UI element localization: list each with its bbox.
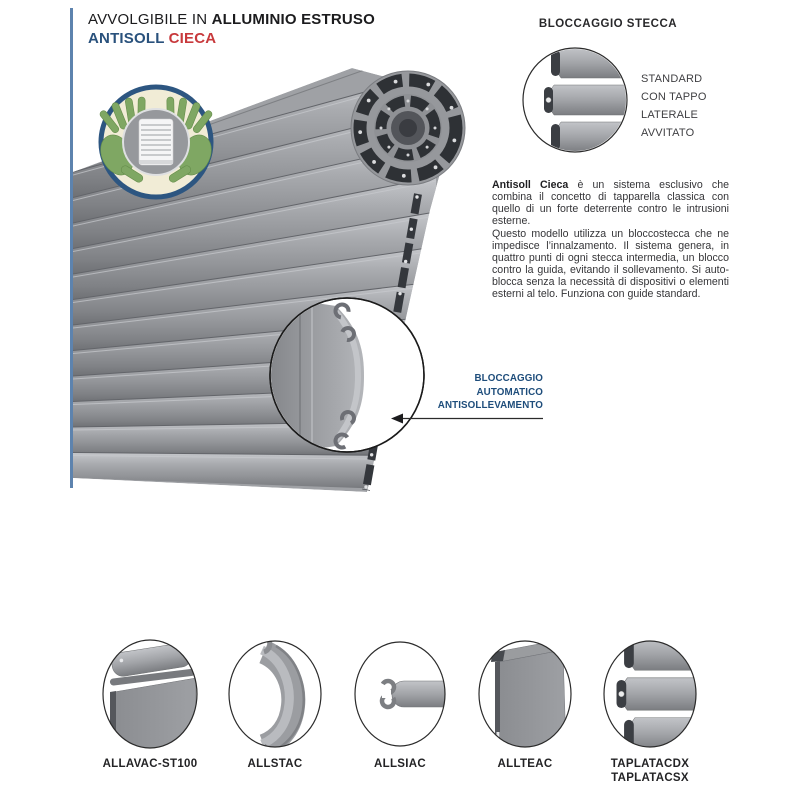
callout-line: BLOCCAGGIO (474, 373, 543, 384)
caption-line: AVVITATO (641, 127, 695, 139)
slat-lock-heading: BLOCCAGGIO STECCA (538, 18, 678, 30)
slat-lock-caption (641, 70, 707, 142)
slat-lock-detail-icon (523, 48, 637, 152)
profile-label-taplatac: TAPLATACDX TAPLATACSX (610, 758, 690, 784)
profile-figure-allavac (103, 640, 197, 752)
caption-line: LATERALE (641, 109, 699, 121)
shutter-roll (351, 71, 465, 185)
profile-label-allavac: ALLAVAC-ST100 (102, 758, 198, 770)
callout-arrow (391, 414, 543, 424)
profile-figure-allsiac (355, 642, 454, 746)
profile-label-allteac: ALLTEAC (497, 758, 553, 770)
mini-shutter (139, 119, 173, 165)
profile-figure-taplatac (604, 638, 717, 750)
page-header (88, 10, 375, 48)
left-accent-bar (70, 8, 73, 488)
product-description (492, 179, 729, 301)
profile-figure-allteac (479, 640, 571, 748)
callout-line: AUTOMATICO (476, 386, 543, 398)
profile-label-allstac: ALLSTAC (247, 758, 303, 770)
page-subtitle (88, 29, 375, 48)
title-regular: AVVOLGIBILE IN (88, 11, 212, 28)
description-paragraph-1: Antisoll Cieca è un sistema esclusivo che combina il concetto di tapparella classica con quello di un forte deterrente contro le intrusioni esterne. (492, 179, 729, 228)
page-title (88, 10, 375, 29)
caption-line: CON TAPPO (641, 91, 707, 103)
title-bold: ALLUMINIO ESTRUSO (211, 11, 376, 28)
caption-line: STANDARD (641, 73, 703, 85)
description-lead: Antisoll Cieca (492, 179, 569, 191)
callout-line: ANTISOLLEVAMENTO (437, 400, 543, 412)
subtitle-product: ANTISOLL (88, 30, 165, 47)
subtitle-variant: CIECA (168, 30, 217, 47)
anti-lift-callout-label (403, 372, 543, 413)
profile-figure-allstac (229, 636, 321, 760)
description-paragraph-2: Questo modello utilizza un bloccostecca che ne impedisce l’innalzamento. Il sistema genera, in quattro punti di ogni stecca intermedia, un blocco contro la guida, evitando il sollevamento. Si auto-blocca senza la necessità di dispositivi o elementi esterni al telo. Funziona con guide standard. (492, 227, 729, 301)
profile-label-allsiac: ALLSIAC (374, 758, 426, 770)
